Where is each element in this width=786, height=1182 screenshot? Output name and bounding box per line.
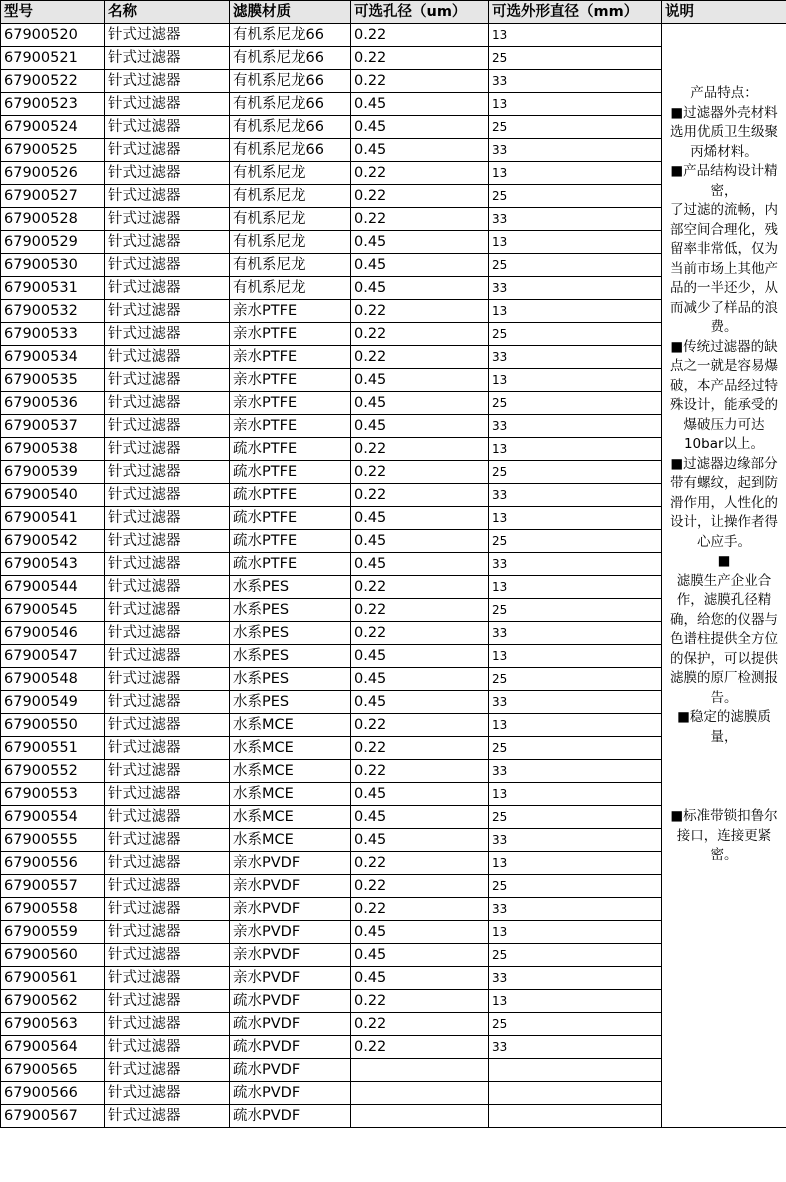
cell-pore-size: 0.22 (351, 70, 489, 93)
cell-membrane: 疏水PTFE (230, 530, 351, 553)
cell-model: 67900520 (1, 24, 105, 47)
cell-diameter: 13 (489, 93, 662, 116)
cell-pore-size: 0.45 (351, 967, 489, 990)
cell-model: 67900553 (1, 783, 105, 806)
cell-membrane: 疏水PVDF (230, 1105, 351, 1128)
cell-diameter: 25 (489, 599, 662, 622)
cell-membrane: 亲水PTFE (230, 323, 351, 346)
cell-model: 67900537 (1, 415, 105, 438)
cell-model: 67900558 (1, 898, 105, 921)
cell-pore-size: 0.45 (351, 921, 489, 944)
cell-name: 针式过滤器 (105, 139, 230, 162)
cell-model: 67900549 (1, 691, 105, 714)
cell-diameter: 25 (489, 737, 662, 760)
cell-name: 针式过滤器 (105, 484, 230, 507)
cell-membrane: 有机系尼龙66 (230, 116, 351, 139)
header-name: 名称 (105, 1, 230, 24)
description-paragraph: ■稳定的滤膜质量， (677, 709, 771, 745)
cell-model: 67900565 (1, 1059, 105, 1082)
cell-model: 67900528 (1, 208, 105, 231)
cell-model: 67900550 (1, 714, 105, 737)
cell-name: 针式过滤器 (105, 438, 230, 461)
description-paragraph: 滤膜生产企业合作，滤膜孔径精确，给您的仪器与色谱柱提供全方位的保护，可以提供滤膜的原厂检测报告。 (670, 572, 778, 706)
cell-name: 针式过滤器 (105, 760, 230, 783)
cell-model: 67900552 (1, 760, 105, 783)
cell-model: 67900525 (1, 139, 105, 162)
cell-membrane: 疏水PVDF (230, 1082, 351, 1105)
cell-model: 67900535 (1, 369, 105, 392)
cell-membrane: 有机系尼龙66 (230, 139, 351, 162)
cell-model: 67900542 (1, 530, 105, 553)
cell-model: 67900521 (1, 47, 105, 70)
cell-diameter: 13 (489, 576, 662, 599)
cell-pore-size: 0.45 (351, 277, 489, 300)
cell-diameter (489, 1082, 662, 1105)
cell-membrane: 疏水PVDF (230, 1013, 351, 1036)
cell-membrane: 水系MCE (230, 737, 351, 760)
cell-diameter: 33 (489, 967, 662, 990)
cell-model: 67900530 (1, 254, 105, 277)
cell-name: 针式过滤器 (105, 369, 230, 392)
cell-membrane: 疏水PVDF (230, 990, 351, 1013)
cell-diameter: 13 (489, 645, 662, 668)
cell-diameter: 33 (489, 622, 662, 645)
cell-name: 针式过滤器 (105, 622, 230, 645)
header-diameter: 可选外形直径（mm） (489, 1, 662, 24)
cell-diameter: 13 (489, 507, 662, 530)
cell-name: 针式过滤器 (105, 668, 230, 691)
cell-name: 针式过滤器 (105, 415, 230, 438)
cell-diameter: 25 (489, 530, 662, 553)
cell-name: 针式过滤器 (105, 208, 230, 231)
cell-diameter: 25 (489, 668, 662, 691)
cell-model: 67900555 (1, 829, 105, 852)
cell-pore-size: 0.22 (351, 622, 489, 645)
description-paragraph: 产品特点： (690, 85, 758, 101)
cell-membrane: 水系PES (230, 622, 351, 645)
cell-pore-size: 0.22 (351, 760, 489, 783)
cell-model: 67900554 (1, 806, 105, 829)
cell-membrane: 有机系尼龙66 (230, 47, 351, 70)
cell-name: 针式过滤器 (105, 277, 230, 300)
cell-pore-size: 0.22 (351, 346, 489, 369)
cell-model: 67900546 (1, 622, 105, 645)
cell-name: 针式过滤器 (105, 461, 230, 484)
cell-diameter: 33 (489, 553, 662, 576)
cell-name: 针式过滤器 (105, 783, 230, 806)
cell-model: 67900540 (1, 484, 105, 507)
cell-diameter: 25 (489, 806, 662, 829)
cell-membrane: 亲水PVDF (230, 898, 351, 921)
cell-diameter: 13 (489, 921, 662, 944)
cell-pore-size: 0.45 (351, 369, 489, 392)
cell-membrane: 有机系尼龙 (230, 231, 351, 254)
header-membrane: 滤膜材质 (230, 1, 351, 24)
cell-name: 针式过滤器 (105, 737, 230, 760)
cell-model: 67900538 (1, 438, 105, 461)
cell-pore-size: 0.22 (351, 461, 489, 484)
cell-membrane: 水系MCE (230, 806, 351, 829)
cell-pore-size: 0.22 (351, 1036, 489, 1059)
cell-membrane: 水系PES (230, 691, 351, 714)
cell-pore-size: 0.22 (351, 484, 489, 507)
cell-membrane: 水系MCE (230, 714, 351, 737)
description-paragraph: ■传统过滤器的缺点之一就是容易爆破，本产品经过特殊设计，能承受的爆破压力可达10bar以上。 (670, 338, 778, 452)
cell-diameter: 13 (489, 231, 662, 254)
cell-membrane: 疏水PTFE (230, 507, 351, 530)
cell-membrane: 有机系尼龙 (230, 162, 351, 185)
cell-diameter: 33 (489, 139, 662, 162)
cell-pore-size: 0.45 (351, 944, 489, 967)
cell-diameter: 25 (489, 461, 662, 484)
cell-name: 针式过滤器 (105, 599, 230, 622)
cell-name: 针式过滤器 (105, 392, 230, 415)
cell-pore-size: 0.22 (351, 323, 489, 346)
cell-name: 针式过滤器 (105, 829, 230, 852)
cell-name: 针式过滤器 (105, 1036, 230, 1059)
header-description: 说明 (662, 1, 786, 24)
cell-name: 针式过滤器 (105, 507, 230, 530)
cell-name: 针式过滤器 (105, 714, 230, 737)
cell-diameter: 33 (489, 346, 662, 369)
cell-membrane: 疏水PTFE (230, 461, 351, 484)
cell-model: 67900536 (1, 392, 105, 415)
cell-name: 针式过滤器 (105, 1059, 230, 1082)
cell-name: 针式过滤器 (105, 990, 230, 1013)
cell-pore-size (351, 1059, 489, 1082)
cell-name: 针式过滤器 (105, 93, 230, 116)
cell-pore-size: 0.22 (351, 990, 489, 1013)
cell-name: 针式过滤器 (105, 1105, 230, 1128)
cell-name: 针式过滤器 (105, 875, 230, 898)
cell-model: 67900529 (1, 231, 105, 254)
cell-pore-size: 0.22 (351, 208, 489, 231)
cell-diameter: 13 (489, 438, 662, 461)
cell-model: 67900527 (1, 185, 105, 208)
cell-diameter: 33 (489, 277, 662, 300)
cell-name: 针式过滤器 (105, 47, 230, 70)
cell-diameter: 25 (489, 185, 662, 208)
cell-pore-size (351, 1082, 489, 1105)
cell-pore-size: 0.45 (351, 645, 489, 668)
cell-pore-size: 0.22 (351, 875, 489, 898)
cell-model: 67900563 (1, 1013, 105, 1036)
cell-model: 67900560 (1, 944, 105, 967)
cell-pore-size: 0.45 (351, 392, 489, 415)
cell-pore-size: 0.22 (351, 576, 489, 599)
cell-pore-size: 0.45 (351, 415, 489, 438)
header-row (1, 1, 786, 24)
cell-diameter: 13 (489, 714, 662, 737)
cell-diameter: 25 (489, 47, 662, 70)
cell-pore-size: 0.45 (351, 829, 489, 852)
cell-membrane: 亲水PTFE (230, 300, 351, 323)
cell-diameter: 33 (489, 898, 662, 921)
cell-membrane: 水系PES (230, 599, 351, 622)
cell-pore-size (351, 1105, 489, 1128)
cell-pore-size: 0.45 (351, 806, 489, 829)
cell-diameter: 25 (489, 944, 662, 967)
cell-membrane: 水系PES (230, 668, 351, 691)
cell-model: 67900524 (1, 116, 105, 139)
cell-name: 针式过滤器 (105, 645, 230, 668)
cell-model: 67900531 (1, 277, 105, 300)
description-paragraph: ■标准带锁扣鲁尔接口，连接更紧密。 (670, 808, 778, 863)
cell-pore-size: 0.22 (351, 24, 489, 47)
description-paragraph: ■产品结构设计精密， (670, 163, 778, 199)
cell-name: 针式过滤器 (105, 921, 230, 944)
cell-pore-size: 0.22 (351, 737, 489, 760)
cell-membrane: 亲水PVDF (230, 921, 351, 944)
cell-membrane: 有机系尼龙66 (230, 93, 351, 116)
cell-model: 67900567 (1, 1105, 105, 1128)
cell-name: 针式过滤器 (105, 967, 230, 990)
cell-diameter: 25 (489, 875, 662, 898)
cell-model: 67900544 (1, 576, 105, 599)
cell-pore-size: 0.45 (351, 553, 489, 576)
cell-diameter: 33 (489, 70, 662, 93)
cell-model: 67900548 (1, 668, 105, 691)
cell-membrane: 疏水PTFE (230, 438, 351, 461)
cell-membrane: 水系MCE (230, 783, 351, 806)
cell-diameter: 33 (489, 208, 662, 231)
cell-pore-size: 0.22 (351, 898, 489, 921)
cell-model: 67900557 (1, 875, 105, 898)
cell-pore-size: 0.22 (351, 438, 489, 461)
cell-name: 针式过滤器 (105, 530, 230, 553)
cell-membrane: 有机系尼龙66 (230, 24, 351, 47)
cell-name: 针式过滤器 (105, 116, 230, 139)
cell-name: 针式过滤器 (105, 185, 230, 208)
cell-name: 针式过滤器 (105, 806, 230, 829)
cell-diameter: 13 (489, 24, 662, 47)
cell-diameter: 25 (489, 1013, 662, 1036)
cell-membrane: 疏水PTFE (230, 553, 351, 576)
cell-name: 针式过滤器 (105, 576, 230, 599)
description-paragraph (666, 747, 782, 807)
cell-name: 针式过滤器 (105, 944, 230, 967)
cell-model: 67900522 (1, 70, 105, 93)
cell-membrane: 亲水PTFE (230, 392, 351, 415)
cell-name: 针式过滤器 (105, 852, 230, 875)
cell-name: 针式过滤器 (105, 1013, 230, 1036)
cell-model: 67900539 (1, 461, 105, 484)
header-model: 型号 (1, 1, 105, 24)
cell-pore-size: 0.45 (351, 116, 489, 139)
cell-membrane: 水系PES (230, 576, 351, 599)
cell-membrane: 亲水PTFE (230, 415, 351, 438)
cell-pore-size: 0.45 (351, 507, 489, 530)
cell-model: 67900564 (1, 1036, 105, 1059)
cell-model: 67900523 (1, 93, 105, 116)
cell-model: 67900526 (1, 162, 105, 185)
cell-membrane: 有机系尼龙 (230, 277, 351, 300)
cell-membrane: 疏水PVDF (230, 1036, 351, 1059)
cell-name: 针式过滤器 (105, 24, 230, 47)
cell-pore-size: 0.45 (351, 691, 489, 714)
cell-model: 67900541 (1, 507, 105, 530)
cell-pore-size: 0.22 (351, 300, 489, 323)
cell-model: 67900545 (1, 599, 105, 622)
cell-diameter: 33 (489, 691, 662, 714)
description-cell (662, 24, 786, 1128)
cell-name: 针式过滤器 (105, 691, 230, 714)
cell-membrane: 水系PES (230, 645, 351, 668)
cell-model: 67900566 (1, 1082, 105, 1105)
cell-pore-size: 0.22 (351, 714, 489, 737)
cell-pore-size: 0.22 (351, 185, 489, 208)
cell-pore-size: 0.45 (351, 139, 489, 162)
cell-model: 67900533 (1, 323, 105, 346)
description-paragraph: ■过滤器边缘部分带有螺纹，起到防滑作用，人性化的设计，让操作者得心应手。 (670, 455, 778, 550)
cell-model: 67900551 (1, 737, 105, 760)
cell-pore-size: 0.45 (351, 93, 489, 116)
cell-model: 67900532 (1, 300, 105, 323)
cell-membrane: 亲水PVDF (230, 852, 351, 875)
cell-diameter: 33 (489, 829, 662, 852)
cell-pore-size: 0.45 (351, 783, 489, 806)
cell-membrane: 水系MCE (230, 829, 351, 852)
description-paragraph: ■ (717, 553, 731, 569)
cell-membrane: 有机系尼龙 (230, 254, 351, 277)
cell-name: 针式过滤器 (105, 346, 230, 369)
cell-membrane: 亲水PVDF (230, 944, 351, 967)
cell-model: 67900562 (1, 990, 105, 1013)
cell-diameter (489, 1105, 662, 1128)
cell-name: 针式过滤器 (105, 1082, 230, 1105)
cell-membrane: 有机系尼龙 (230, 208, 351, 231)
cell-pore-size: 0.45 (351, 231, 489, 254)
description-paragraph: ■过滤器外壳材料选用优质卫生级聚丙烯材料。 (670, 104, 778, 160)
cell-membrane: 亲水PTFE (230, 346, 351, 369)
cell-diameter: 25 (489, 392, 662, 415)
cell-membrane: 有机系尼龙66 (230, 70, 351, 93)
cell-pore-size: 0.45 (351, 530, 489, 553)
cell-pore-size: 0.45 (351, 254, 489, 277)
cell-diameter: 33 (489, 415, 662, 438)
cell-diameter: 33 (489, 760, 662, 783)
cell-membrane: 疏水PVDF (230, 1059, 351, 1082)
table-row (1, 24, 786, 47)
cell-diameter: 25 (489, 116, 662, 139)
cell-diameter (489, 1059, 662, 1082)
cell-model: 67900547 (1, 645, 105, 668)
cell-membrane: 亲水PVDF (230, 967, 351, 990)
cell-diameter: 13 (489, 300, 662, 323)
cell-diameter: 13 (489, 162, 662, 185)
cell-membrane: 有机系尼龙 (230, 185, 351, 208)
cell-diameter: 33 (489, 484, 662, 507)
header-pore-size: 可选孔径（um） (351, 1, 489, 24)
cell-name: 针式过滤器 (105, 323, 230, 346)
cell-diameter: 13 (489, 783, 662, 806)
cell-pore-size: 0.22 (351, 47, 489, 70)
cell-diameter: 13 (489, 990, 662, 1013)
cell-name: 针式过滤器 (105, 162, 230, 185)
cell-pore-size: 0.22 (351, 162, 489, 185)
cell-diameter: 25 (489, 323, 662, 346)
cell-diameter: 25 (489, 254, 662, 277)
cell-diameter: 13 (489, 369, 662, 392)
cell-name: 针式过滤器 (105, 300, 230, 323)
cell-name: 针式过滤器 (105, 898, 230, 921)
cell-model: 67900556 (1, 852, 105, 875)
cell-model: 67900543 (1, 553, 105, 576)
cell-model: 67900559 (1, 921, 105, 944)
cell-membrane: 亲水PVDF (230, 875, 351, 898)
cell-pore-size: 0.22 (351, 852, 489, 875)
cell-name: 针式过滤器 (105, 231, 230, 254)
cell-model: 67900561 (1, 967, 105, 990)
cell-diameter: 13 (489, 852, 662, 875)
cell-membrane: 亲水PTFE (230, 369, 351, 392)
cell-membrane: 疏水PTFE (230, 484, 351, 507)
cell-name: 针式过滤器 (105, 70, 230, 93)
cell-pore-size: 0.22 (351, 599, 489, 622)
cell-name: 针式过滤器 (105, 553, 230, 576)
cell-diameter: 33 (489, 1036, 662, 1059)
cell-pore-size: 0.45 (351, 668, 489, 691)
cell-name: 针式过滤器 (105, 254, 230, 277)
cell-pore-size: 0.22 (351, 1013, 489, 1036)
description-paragraph: 了过滤的流畅，内部空间合理化，残留率非常低，仅为当前市场上其他产品的一半还少，从而减少了样品的浪费。 (670, 202, 778, 335)
cell-model: 67900534 (1, 346, 105, 369)
cell-membrane: 水系MCE (230, 760, 351, 783)
